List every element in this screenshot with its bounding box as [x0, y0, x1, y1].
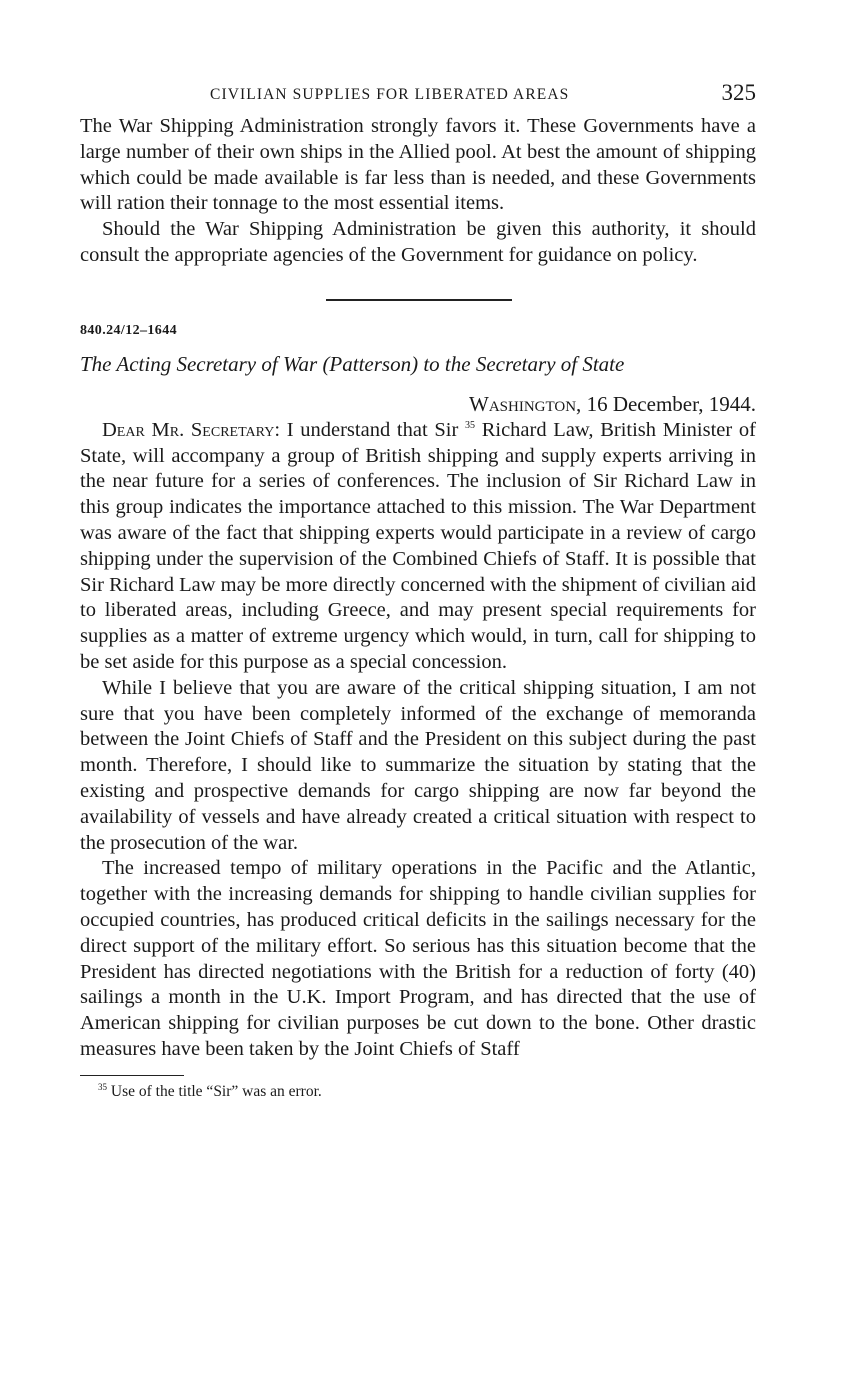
- footnote-divider: [80, 1075, 184, 1076]
- paragraph-1-rest: Richard Law, British Minister of State, will accompany a group of British shipping and supply experts arriving in the near future for a series of conferences. The inclusion of Sir Richard Law in this group indicates the importance attached to this mission. The War Department was aware of the fact that shipping experts would participate in a review of cargo shipping under the supervision of the Combined Chiefs of Staff. It is possible that Sir Richard Law may be more directly concerned with the shipment of civilian aid to liberated areas, including Greece, and may present special requirements for supplies as a matter of extreme urgency which would, in turn, call for shipping to be set aside for this purpose as a special concession.: [80, 418, 756, 673]
- continued-paragraph-2: Should the War Shipping Administration be given this authority, it should consult the appropriate agencies of the Government for guidance on policy.: [80, 218, 756, 266]
- footnote: [80, 1082, 756, 1102]
- file-number: 840.24/12–1644: [80, 322, 177, 338]
- footnote-number: 35: [98, 1081, 107, 1092]
- continued-paragraph-1: The War Shipping Administration strongly favors it. These Governments have a large number of their own ships in the Allied pool. At best the amount of shipping which could be made available is far less than is needed, and these Governments will ration their tonnage to the most essential items.: [80, 115, 756, 215]
- salutation: Dear Mr. Secretary: [102, 418, 275, 441]
- footnote-reference: 35: [465, 419, 475, 431]
- footnote-text: Use of the title “Sir” was an error.: [107, 1082, 322, 1100]
- letter-paragraph-1: [80, 418, 756, 676]
- letter-paragraph-3: The increased tempo of military operations in the Pacific and the Atlantic, together with the increasing demands for shipping to handle civilian supplies for occupied countries, has produced critical deficits in the sailings necessary for the direct support of the military effort. So serious has this situation become that the President has directed negotiations with the British for a reduction of forty (40) sailings a month in the U.K. Import Program, and has directed that the use of American shipping for civilian purposes be cut down to the bone. Other drastic measures have been taken by the Joint Chiefs of Staff: [80, 857, 756, 1060]
- letter-paragraph-2: While I believe that you are aware of the critical shipping situation, I am not sure that you have been completely informed of the exchange of memoranda between the Joint Chiefs of Staff and the President on this subject during the past month. Therefore, I should like to summarize the situation by stating that the existing and prospective demands for cargo shipping are now far beyond the availability of vessels and have already created a critical situation with respect to the prosecution of the war.: [80, 676, 756, 854]
- dateline-place: Washington,: [469, 391, 582, 416]
- document-page: [80, 80, 756, 1102]
- dateline: [80, 391, 756, 418]
- page-number: 325: [721, 80, 756, 105]
- paragraph-1-start: I understand that Sir: [286, 418, 459, 441]
- running-header: [80, 80, 756, 114]
- document-heading: The Acting Secretary of War (Patterson) to the Secretary of State: [80, 351, 625, 376]
- running-title: CIVILIAN SUPPLIES FOR LIBERATED AREAS: [210, 86, 570, 103]
- section-divider: [326, 299, 512, 301]
- salutation-punct: :: [274, 418, 287, 441]
- dateline-date: 16 December, 1944.: [581, 391, 756, 416]
